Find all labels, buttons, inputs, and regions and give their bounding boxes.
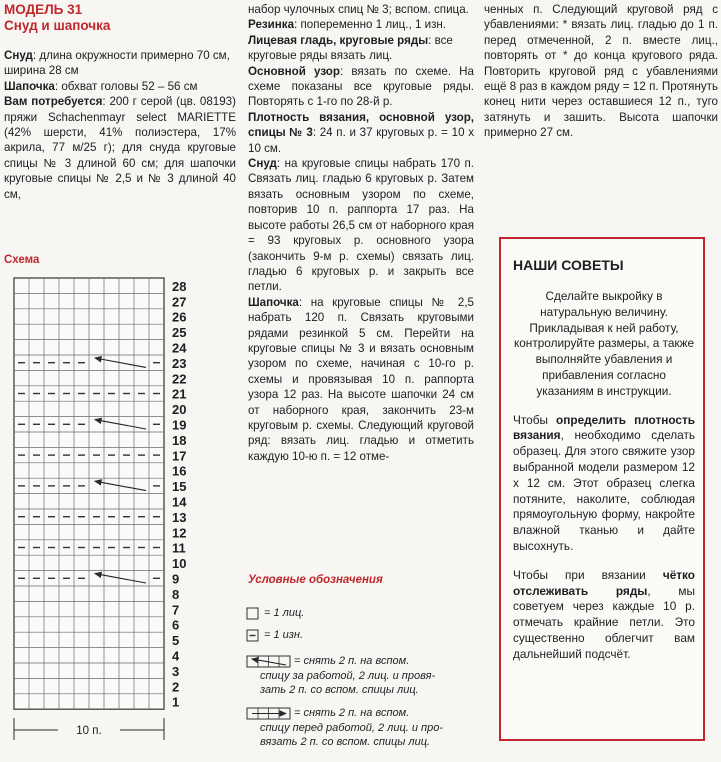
row-number-18: 18 [172, 432, 187, 448]
needles-cont: набор чулочных спиц № 3; вспом. спица. [248, 3, 469, 16]
legend-knit [246, 606, 466, 621]
row-number-24: 24 [172, 340, 187, 356]
chart-grid [14, 278, 164, 709]
rib-label: Резинка [248, 18, 295, 32]
snood-text: : длина окружности примерно 70 см, ширина 28 см [4, 49, 230, 78]
row-number-11: 11 [172, 540, 186, 556]
row-number-20: 20 [172, 402, 187, 418]
row-number-6: 6 [172, 617, 180, 633]
chart-width-marker [14, 718, 164, 740]
column-right [484, 2, 718, 141]
stockinette-paragraph [248, 33, 474, 64]
legend-cable-front-text-3: вязать 2 п. со вспом. спицы лиц. [260, 736, 431, 748]
rib-text: : попеременно 1 лиц., 1 изн. [294, 18, 447, 32]
chart-width-label: 10 п. [76, 725, 102, 737]
row-number-15: 15 [172, 479, 187, 495]
model-title: МОДЕЛЬ 31 [4, 2, 83, 17]
snood-instr-label: Снуд [248, 157, 277, 171]
row-number-8: 8 [172, 586, 180, 602]
materials [4, 94, 236, 202]
gauge-paragraph [248, 110, 474, 156]
row-number-22: 22 [172, 371, 187, 387]
legend-cable-back-text-2: спицу за работой, 2 лиц. и провя- [260, 669, 436, 682]
row-number-4: 4 [172, 648, 180, 664]
column-middle [248, 2, 474, 464]
cable-back-symbol-icon [246, 655, 292, 669]
row-number-19: 19 [172, 417, 187, 433]
row-number-12: 12 [172, 525, 187, 541]
hat-instructions-cont: ченных п. Следующий круговой ряд с убавлениями: * вязать лиц. гладью до 1 п. перед отмеченной, 2 п. вместе лиц., повторять от * до конца кругового ряда. Повторить круговой ряд с убавлениями ещё 8 раз в каждом ряду = 12 п. Протянуть конец нити через оставшиеся 12 п., туго затянуть и зашить. Высота шапочки примерно 27 см. [484, 3, 718, 140]
row-number-5: 5 [172, 633, 180, 649]
snood-instr-text: : на круговые спицы набрать 170 п. Связать лиц. гладью 6 круговых р. Затем вязать основным узором по схеме, повторив 10 п. раппорта 17 раз. На высоте работы 26,5 см от наборного края = 93 круговых р. основного узора (закончить 9-м р. схемы) связать лиц. гладью 6 круговых р. и закрыть все петли. [248, 157, 474, 294]
gauge-label: Плотность вязания, основной узор, спицы № 3 [248, 110, 474, 140]
tips-title: НАШИ СОВЕТЫ [513, 257, 624, 273]
legend-cable-back-text-3: зать 2 п. со вспом. спицы лиц. [260, 684, 419, 696]
snood-size [4, 48, 236, 79]
row-number-3: 3 [172, 663, 180, 679]
hat-instructions [248, 295, 474, 464]
row-number-23: 23 [172, 355, 187, 371]
legend-cable-back [246, 654, 471, 698]
tips-p2-pre: Чтобы [513, 412, 557, 427]
row-number-10: 10 [172, 556, 187, 572]
knit-symbol-icon [246, 607, 260, 621]
pattern-text: : вязать по схеме. На схеме показаны все круговые ряды. Повторять с 1-го по 28-й р. [248, 64, 475, 109]
hat-instr-text: : на круговые спицы № 2,5 набрать 120 п. Связать круговыми рядами резинкой 5 см. Перейти на круговые спицы № 3 и вязать основным узором по схеме, начиная с 10-го р. схемы и провязывая 10 п. раппорта узора 12 раз. На высоте шапочки 24 см от наборного края, закончить 23-м круговым р. схемы. Следующий круговой ряд: вязать лиц. гладью и отметить каждую 10-ю п. = 12 отме- [248, 295, 474, 463]
legend-knit-text: = 1 лиц. [264, 607, 305, 619]
legend-cable-front-text-2: спицу перед работой, 2 лиц. и про- [260, 721, 444, 734]
row-number-21: 21 [172, 386, 187, 402]
tips-box [499, 237, 705, 741]
snood-instructions [248, 156, 474, 295]
row-number-1: 1 [172, 694, 180, 710]
tips-p2-bold: определить плотность вязания [513, 412, 695, 443]
tips-paragraph-3 [513, 568, 695, 663]
rib-paragraph [248, 17, 474, 32]
tips-p2-post: , необходимо сделать образец. Для этого свяжите узор выбранной модели размером 12 х 12 см. Этот образец слегка потяните, наколите, соблюдая прямоугольную форму, накройте влажной тканью и дайте высохнуть. [513, 428, 695, 553]
tips-p3-bold: чётко отслеживать ряды [513, 567, 695, 598]
row-number-14: 14 [172, 494, 187, 510]
model-subtitle: Снуд и шапочка [4, 18, 111, 33]
legend-cable-back-text-1: = снять 2 п. на вспом. [294, 655, 410, 667]
chart-row-numbers [172, 279, 187, 710]
legend-purl-text: = 1 изн. [264, 629, 303, 641]
legend-cable-front-text-1: = снять 2 п. на вспом. [294, 707, 410, 719]
row-number-2: 2 [172, 679, 180, 695]
row-number-16: 16 [172, 463, 187, 479]
gauge-text: : 24 п. и 37 круговых р. = 10 х 10 см. [248, 126, 474, 155]
row-number-25: 25 [172, 325, 187, 341]
row-number-27: 27 [172, 294, 187, 310]
row-number-9: 9 [172, 571, 180, 587]
cable-front-symbol-icon [246, 707, 292, 721]
pattern-paragraph [248, 64, 474, 110]
hat-label: Шапочка [4, 79, 55, 93]
hat-instr-label: Шапочка [248, 295, 299, 309]
hat-text: : обхват головы 52 – 56 см [54, 79, 198, 93]
purl-symbol-icon [246, 629, 260, 643]
legend-purl [246, 628, 466, 643]
row-number-26: 26 [172, 309, 187, 325]
row-number-17: 17 [172, 448, 187, 464]
row-number-28: 28 [172, 278, 187, 294]
stockinette-label: Лицевая гладь, круговые ряды [248, 33, 429, 47]
column-left [4, 2, 236, 202]
tips-p3-post: , мы советуем через каждые 10 р. отмечать крайние петли. Это существенно облегчит вам дальнейший подсчёт. [513, 583, 695, 661]
materials-label: Вам потребуется [4, 95, 103, 109]
tips-paragraph-2 [513, 413, 695, 555]
knitting-chart [0, 270, 200, 752]
hat-size [4, 79, 236, 94]
row-number-7: 7 [172, 602, 180, 618]
tips-p3-pre: Чтобы при вязании [513, 567, 663, 582]
materials-text: : 200 г серой (цв. 08193) пряжи Schachenmayr select MARIETTE (42% шерсти, 41% полиэстера, 17% акрила, 77 м/25 г); для снуда круговые спицы № 3 длиной 60 см; для шапочки круговые спицы № 2,5 и № 3 длиной 40 см, [4, 95, 236, 201]
pattern-label: Основной узор [248, 64, 340, 78]
row-number-13: 13 [172, 509, 187, 525]
legend-cable-front [246, 706, 471, 750]
snood-label: Снуд [4, 49, 33, 62]
tips-paragraph-1: Сделайте выкройку в натуральную величину. Прикладывая к ней работу, контролируйте размеры, а также выполняйте убавления и прибавления согласно указаниям в инструкции. [513, 289, 695, 398]
schema-title: Схема [4, 254, 40, 266]
stockinette-text: : все круговые ряды вязать лиц. [248, 33, 453, 63]
legend-title: Условные обозначения [248, 574, 383, 586]
tips-body [513, 289, 695, 676]
